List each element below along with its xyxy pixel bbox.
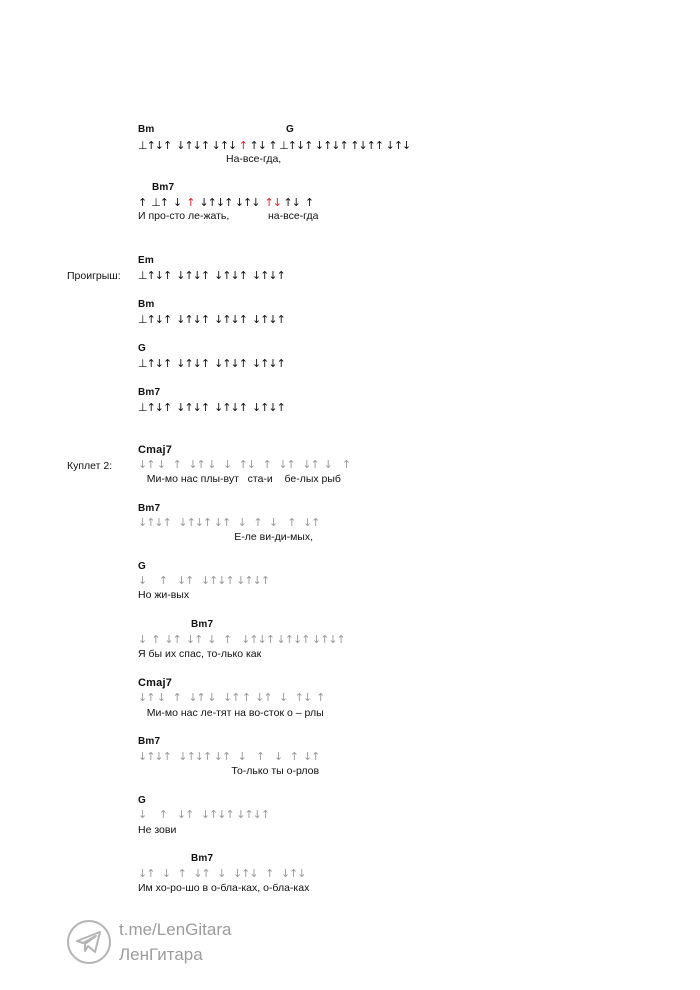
- lyric-line: То-лько ты о-рлов: [138, 765, 320, 777]
- chord-g: G: [138, 561, 146, 572]
- strum-group: ↓↑↓↑: [199, 196, 233, 209]
- lyric-line: Я бы их спас, то-лько как: [138, 648, 262, 660]
- strum-group: ↓↑↓: [211, 139, 237, 152]
- chord-cmaj7: Cmaj7: [138, 444, 173, 456]
- chord-bm7: Bm7: [138, 387, 161, 398]
- lyric-line: Но жи-вых: [138, 589, 190, 601]
- strum-pattern: ↓↑↓↑ ↓↑↓↑ ↓↑ ↓ ↑ ↓ ↑ ↓↑: [138, 750, 320, 763]
- lyric-line: Е-ле ви-ди-мых,: [138, 531, 314, 543]
- strum-pattern: ↓↑↓↑ ↓↑↓↑ ↓↑ ↓ ↑ ↓ ↑ ↓↑: [138, 516, 320, 529]
- strum-group: ↓↑↓: [234, 196, 260, 209]
- strum-group: ↓: [173, 196, 182, 209]
- telegram-icon: [67, 920, 111, 964]
- strum-group: ↑: [304, 196, 314, 209]
- chord-em: Em: [138, 255, 154, 266]
- strum-pattern: ↓↑ ↓ ↑ ↓↑ ↓ ↓ ↑↓ ↑ ↓↑ ↓↑ ↓ ↑: [138, 458, 351, 471]
- chord-g: G: [138, 795, 146, 806]
- strum-group: ↓↑↓: [385, 139, 411, 152]
- footer-branding: [67, 916, 267, 970]
- strum-group: ↑: [268, 139, 277, 152]
- chord-cmaj7: Cmaj7: [138, 677, 173, 689]
- chord-bm7: Bm7: [191, 619, 214, 630]
- strum-pattern: ⊥↑↓↑ ↓↑↓↑ ↓↑↓↑ ↓↑↓↑: [138, 357, 285, 370]
- strum-group: ↑↓↑↑: [350, 139, 384, 152]
- strum-group: ↑↓: [249, 139, 266, 152]
- strum-group: ↑: [186, 196, 195, 209]
- strum-pattern: ⊥↑↓↑ ↓↑↓↑ ↓↑↓↑ ↓↑↓↑: [138, 269, 285, 282]
- strum-group: ↑: [138, 196, 147, 209]
- strum-group: ↑↓: [283, 196, 300, 209]
- section-label-interlude: Проигрыш:: [67, 270, 121, 282]
- strum-group: ⊥↑↓↑: [279, 139, 313, 152]
- strum-pattern: ↓ ↑ ↓↑ ↓↑↓↑ ↓↑↓↑: [138, 808, 270, 821]
- channel-name: ЛенГитара: [119, 945, 203, 964]
- strum-pattern: ⊥↑↓↑ ↓↑↓↑ ↓↑↓↑ ↓↑↓↑: [138, 313, 285, 326]
- strum-pattern: ↓ ↑ ↓↑ ↓↑↓↑ ↓↑↓↑: [138, 574, 270, 587]
- chord-bm7: Bm7: [138, 503, 161, 514]
- strum-group: ⊥↑↓↑: [138, 139, 172, 152]
- strum-group: ↓↑↓↑: [314, 139, 348, 152]
- chord-bm7: Bm7: [138, 736, 161, 747]
- chord-g: G: [138, 343, 146, 354]
- strum-group: ↑: [238, 139, 247, 152]
- strum-pattern: ↓↑ ↓ ↑ ↓↑ ↓ ↓↑↓ ↑ ↓↑↓: [138, 867, 306, 880]
- chord-bm7: Bm7: [152, 182, 175, 193]
- strum-group: ⊥↑: [151, 196, 169, 209]
- lyric-line: На-все-гда,: [226, 153, 282, 165]
- chord-bm7: Bm7: [191, 853, 214, 864]
- lyric-line: И про-сто ле-жать,: [138, 210, 230, 222]
- strum-pattern: ↓↑ ↓ ↑ ↓↑ ↓ ↓↑ ↑ ↓↑ ↓ ↑↓ ↑: [138, 691, 325, 704]
- lyric-line: на-все-гда: [268, 210, 319, 222]
- strum-group: ↑↓: [264, 196, 281, 209]
- chord-bm: Bm: [138, 299, 155, 310]
- section-label-verse2: Куплет 2:: [67, 460, 113, 472]
- lyric-line: Ми-мо нас плы-вут ста-и бе-лых рыб: [138, 473, 341, 485]
- strum-pattern: ⊥↑↓↑ ↓↑↓↑ ↓↑↓↑ ↓↑↓↑: [138, 401, 285, 414]
- strum-pattern: [138, 196, 313, 209]
- strum-group: ↓↑↓↑: [176, 139, 210, 152]
- strum-pattern: [138, 139, 410, 152]
- telegram-link[interactable]: t.me/LenGitara: [119, 920, 232, 939]
- chord-g: G: [286, 124, 294, 135]
- strum-pattern: ↓ ↑ ↓↑ ↓↑ ↓ ↑ ↓↑↓↑ ↓↑↓↑ ↓↑↓↑: [138, 633, 345, 646]
- lyric-line: Им хо-ро-шо в о-бла-ках, о-бла-ках: [138, 882, 310, 894]
- lyric-line: Ми-мо нас ле-тят на во-сток о – рлы: [138, 707, 324, 719]
- chord-bm: Bm: [138, 124, 155, 135]
- lyric-line: Не зови: [138, 824, 177, 836]
